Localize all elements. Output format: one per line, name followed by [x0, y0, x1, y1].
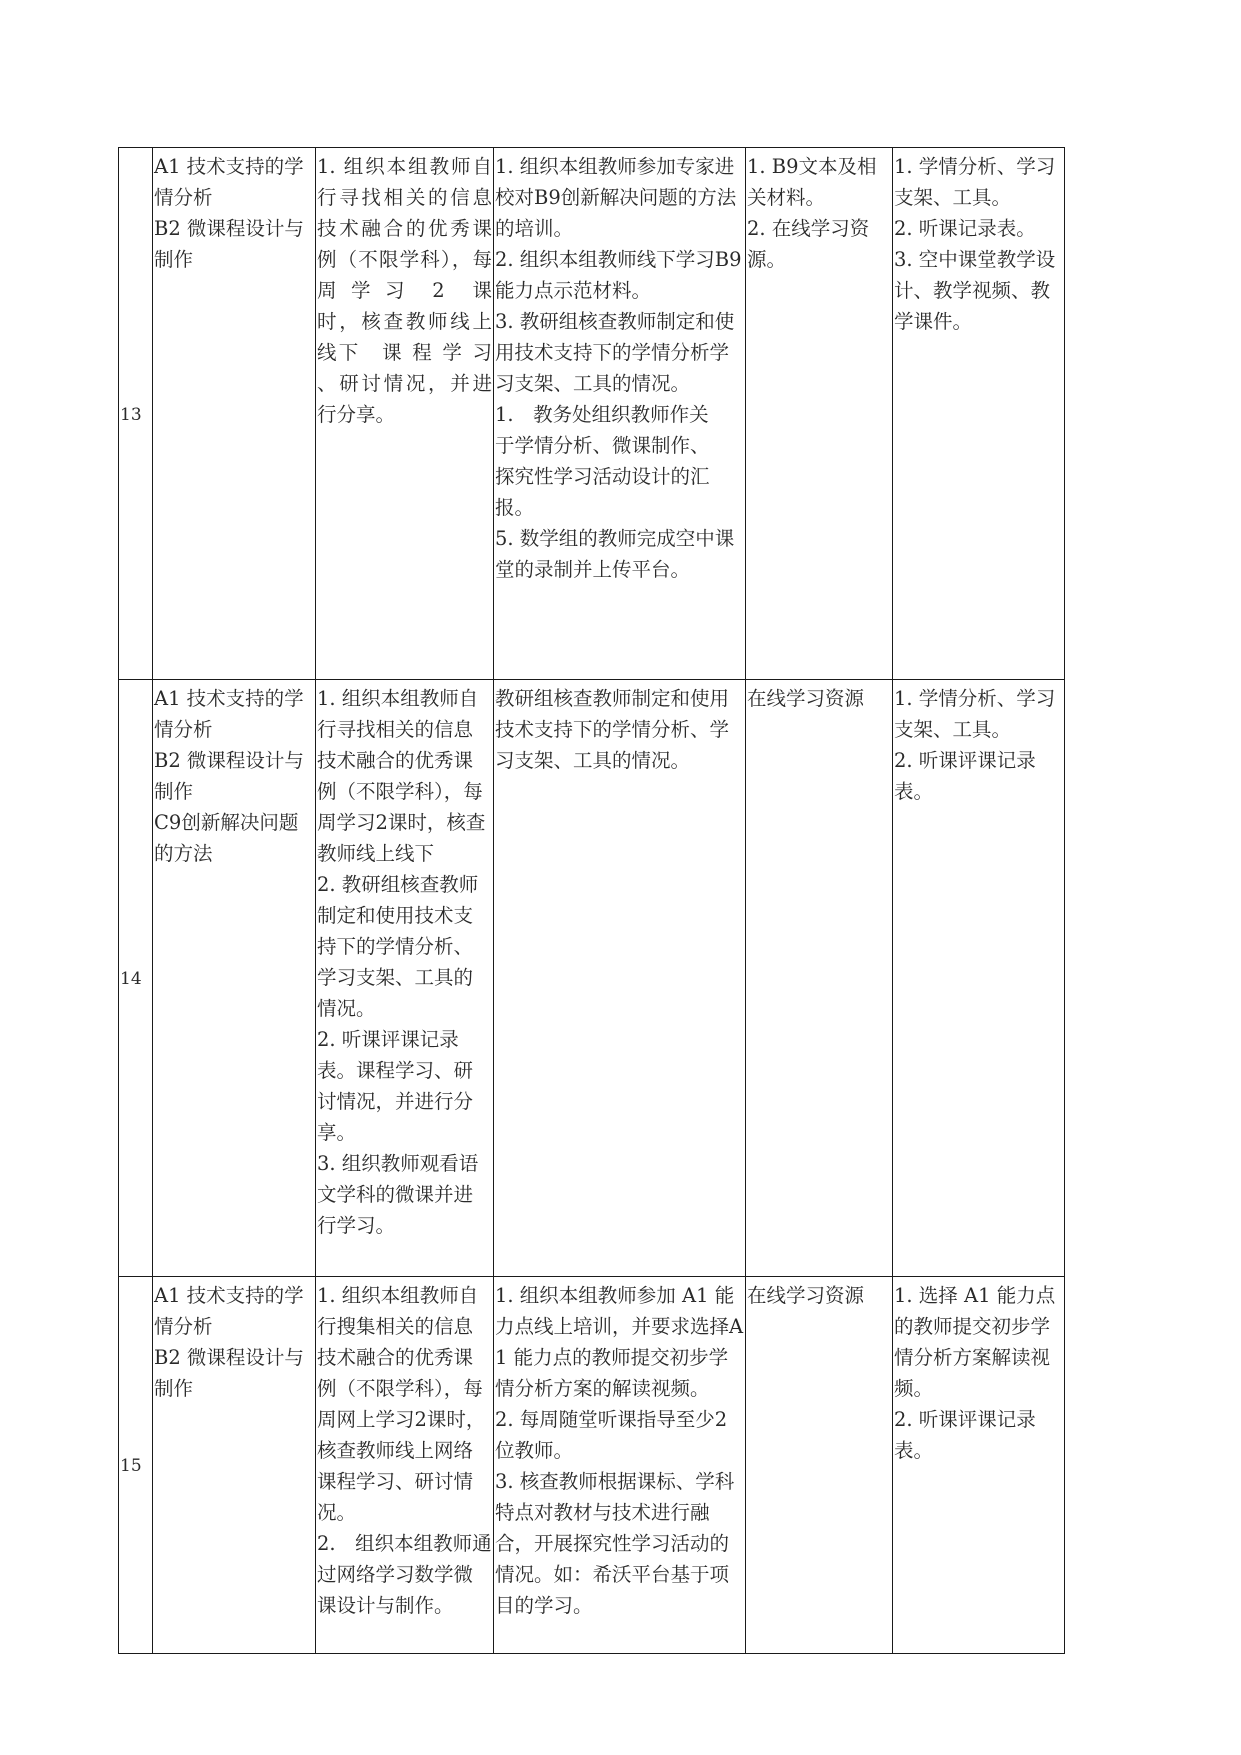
resource-cell [746, 680, 893, 1277]
cell-line: 3. 核查教师根据课标、学科特点对教材与技术进行融合，开展探究性学习活动的情况。如：希沃平台基于项目的学习。 [495, 1470, 735, 1617]
cell-line: C9创新解决问题的方法 [154, 811, 299, 865]
resource-cell [746, 1277, 893, 1654]
plan-table [118, 147, 1065, 1654]
cell-line: B2 微课程设计与制作 [154, 1346, 304, 1400]
cell-line: B2 微课程设计与制作 [154, 749, 304, 803]
cell-line: 5. 数学组的教师完成空中课堂的录制并上传平台。 [495, 527, 735, 581]
cell-line: 3. 教研组核查教师制定和使用技术支持下的学情分析学习支架、工具的情况。 [495, 310, 735, 395]
cell-line: 1. 教务处组织教师作关于学情分析、微课制作、探究性学习活动设计的汇报。 [495, 403, 710, 519]
cell-line: 教研组核查教师制定和使用技术支持下的学情分析、学习支架、工具的情况。 [495, 687, 730, 772]
activity-cell [316, 680, 494, 1277]
row-number: 13 [119, 148, 153, 680]
row-number: 15 [119, 1277, 153, 1654]
cell-line: 1. 组织本组教师自行寻找相关的信息技术融合的优秀课例（不限学科），每 周 学 习 2 课时，核查教师线上线下 课 程 学 习 、研讨情况，并进行分享。 [317, 155, 492, 426]
cell-line: 1. 选择 A1 能力点的教师提交初步学情分析方案解读视频。 [894, 1284, 1056, 1400]
cell-line: B2 微课程设计与制作 [154, 217, 304, 271]
cell-line: 3. 空中课堂教学设计、教学视频、教学课件。 [894, 248, 1056, 333]
cell-line: A1 技术支持的学情分析 [154, 1284, 304, 1338]
cell-line: 1. 组织本组教师参加专家进校对B9创新解决问题的方法的培训。 [495, 155, 737, 240]
cell-line: 2. 听课评课记录表。 [894, 1408, 1036, 1462]
table-row [119, 1277, 1065, 1654]
table-row [119, 148, 1065, 680]
cell-line: 1. 组织本组教师自行寻找相关的信息技术融合的优秀课例（不限学科），每周学习2课时，核查教师线上线下 [317, 687, 486, 865]
row-number: 14 [119, 680, 153, 1277]
activity-cell [316, 148, 494, 680]
cell-line: 2. 听课评课记录表。课程学习、研讨情况，并进行分享。 [317, 1028, 474, 1144]
cell-line: 1. 组织本组教师自行搜集相关的信息技术融合的优秀课例（不限学科），每周网上学习2课时，核查教师线上网络课程学习、研讨情况。 [317, 1284, 486, 1524]
output-cell [893, 1277, 1065, 1654]
cell-line: 3. 组织教师观看语文学科的微课并进行学习。 [317, 1152, 479, 1237]
activity-cell [316, 1277, 494, 1654]
cell-line: 2. 组织本组教师通过网络学习数学微课设计与制作。 [317, 1532, 492, 1617]
cell-line: 2. 每周随堂听课指导至少2位教师。 [495, 1408, 728, 1462]
ability-cell [153, 1277, 316, 1654]
ability-cell [153, 148, 316, 680]
cell-line: 2. 在线学习资源。 [747, 217, 870, 271]
ability-cell [153, 680, 316, 1277]
cell-line: 在线学习资源 [747, 1284, 865, 1307]
resource-cell [746, 148, 893, 680]
check-cell [494, 680, 746, 1277]
cell-line: A1 技术支持的学情分析 [154, 155, 304, 209]
cell-line: 在线学习资源 [747, 687, 865, 710]
check-cell [494, 1277, 746, 1654]
cell-line: 1. 学情分析、学习支架、工具。 [894, 687, 1056, 741]
cell-line: 2. 听课评课记录表。 [894, 749, 1036, 803]
table-row [119, 680, 1065, 1277]
check-cell [494, 148, 746, 680]
cell-line: 2. 组织本组教师线下学习B9能力点示范材料。 [495, 248, 742, 302]
cell-line: 1. 学情分析、学习支架、工具。 [894, 155, 1056, 209]
cell-line: 1. B9文本及相关材料。 [747, 155, 877, 209]
cell-line: A1 技术支持的学情分析 [154, 687, 304, 741]
cell-line: 1. 组织本组教师参加 A1 能力点线上培训，并要求选择A1 能力点的教师提交初步学情分析方案的解读视频。 [495, 1284, 744, 1400]
cell-line: 2. 教研组核查教师制定和使用技术支持下的学情分析、学习支架、工具的情况。 [317, 873, 479, 1020]
output-cell [893, 148, 1065, 680]
output-cell [893, 680, 1065, 1277]
cell-line: 2. 听课记录表。 [894, 217, 1036, 240]
